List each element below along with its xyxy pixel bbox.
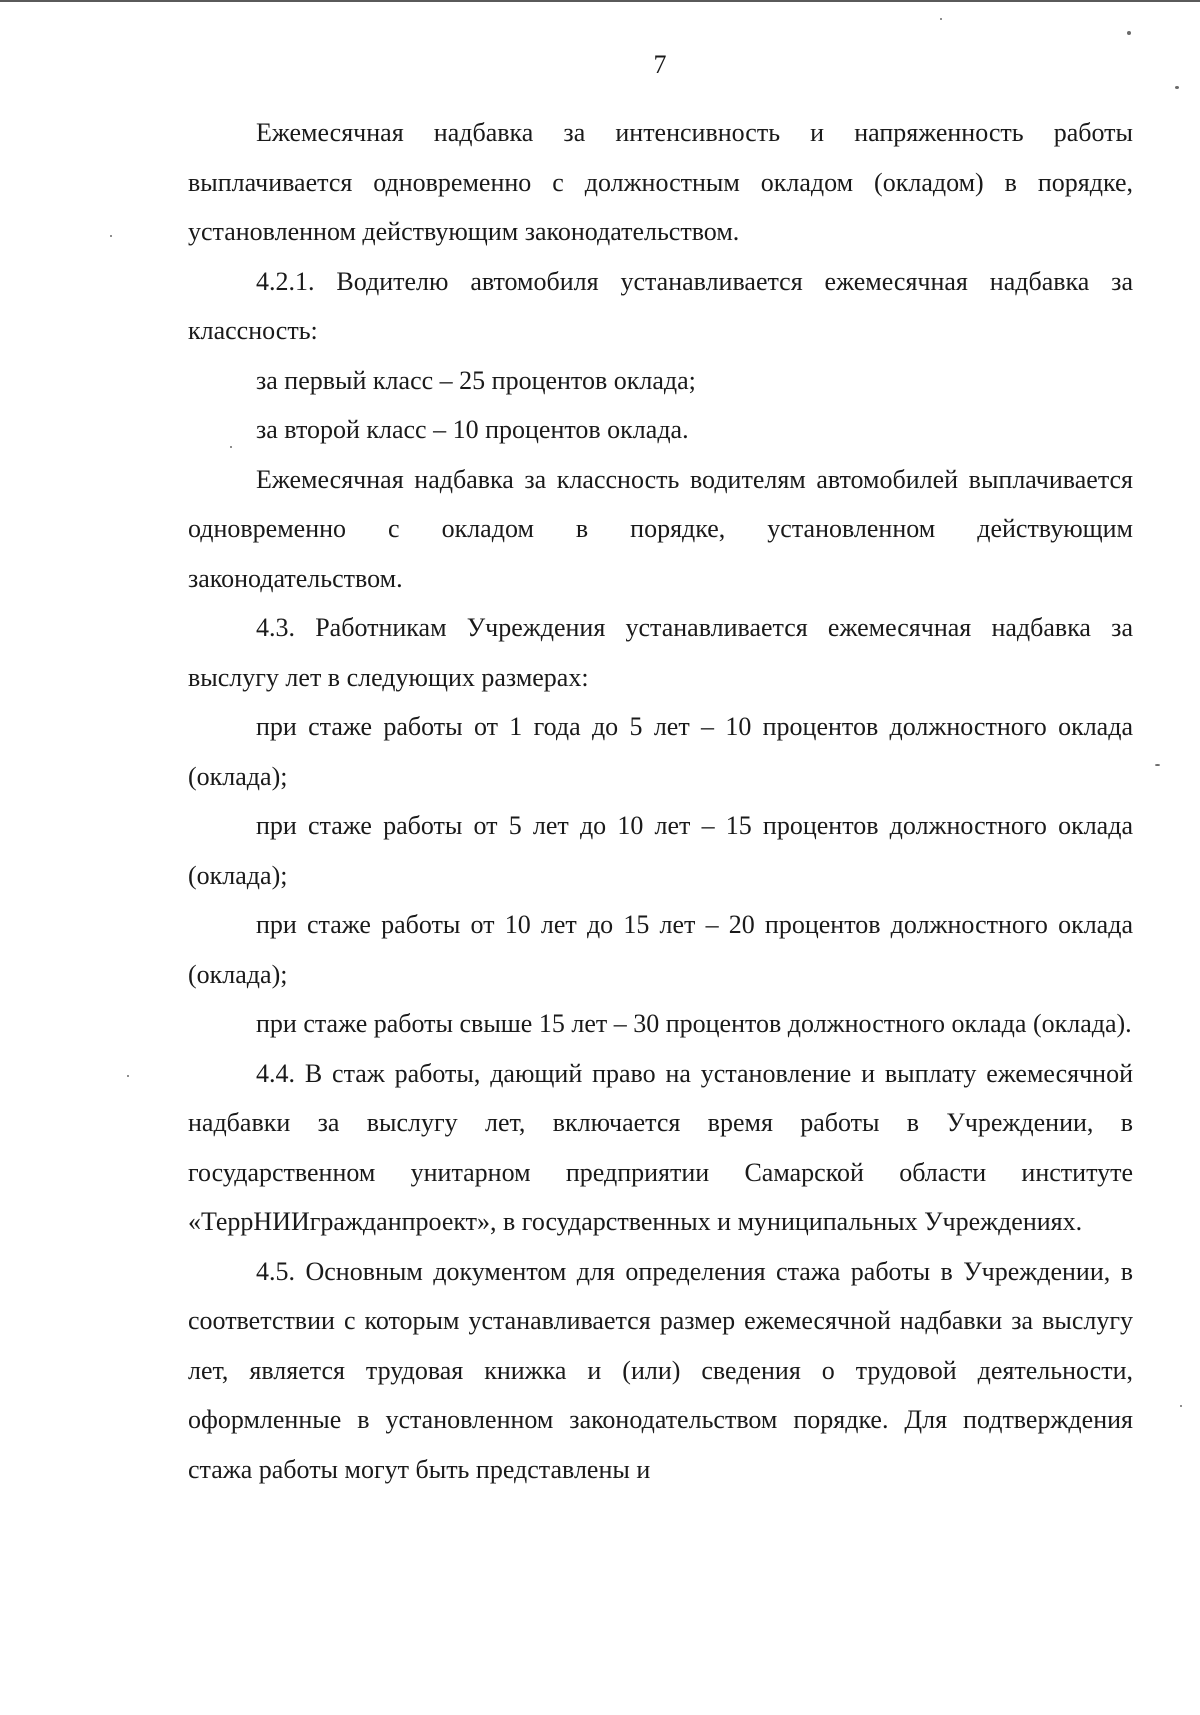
document-body [188,108,1133,1494]
paragraph-4-4: 4.4. В стаж работы, дающий право на установление и выплату ежемесячной надбавки за выслугу лет, включается время работы в Учреждении, в государственном унитарном предприятии Самарской области институте «ТеррНИИгражданпроект», в государственных и муниципальных Учреждениях. [188,1058,1133,1236]
scan-speck [1127,31,1131,35]
list-item-tenure-5-10: при стаже работы от 5 лет до 10 лет – 15 процентов должностного оклада (оклада); [188,811,1133,890]
paragraph-4-3: 4.3. Работникам Учреждения устанавливается ежемесячная надбавка за выслугу лет в следующих размерах: [188,613,1133,692]
list-item-first-class: за первый класс – 25 процентов оклада; [256,365,696,395]
paragraph-4-5: 4.5. Основным документом для определения стажа работы в Учреждении, в соответствии с которым устанавливается размер ежемесячной надбавки за выслугу лет, является трудовая книжка и (или) сведения о трудовой деятельности, оформленные в установленном законодательством порядке. Для подтверждения стажа работы могут быть представлены и [188,1256,1133,1484]
list-item-tenure-1-5: при стаже работы от 1 года до 5 лет – 10 процентов должностного оклада (оклада); [188,712,1133,791]
scan-speck [940,18,942,20]
paragraph-4-2-1: 4.2.1. Водителю автомобиля устанавливается ежемесячная надбавка за классность: [188,266,1133,345]
list-item-second-class: за второй класс – 10 процентов оклада. [256,415,689,444]
scan-speck [1155,764,1160,766]
scan-speck [1175,86,1179,89]
scan-top-edge [0,0,1200,2]
list-item-tenure-10-15: при стаже работы от 10 лет до 15 лет – 20 процентов должностного оклада (оклада); [188,910,1133,989]
scan-speck [1180,1405,1182,1407]
scan-speck [230,446,232,448]
paragraph-class-bonus-payment: Ежемесячная надбавка за классность водителям автомобилей выплачивается одновременно с окладом в порядке, установленном действующим законодательством. [188,464,1133,593]
page-number: 7 [653,50,667,79]
paragraph-intensity-bonus: Ежемесячная надбавка за интенсивность и напряженность работы выплачивается одновременно с должностным окладом (окладом) в порядке, установленном действующим законодательством. [188,118,1133,246]
scan-speck [127,1075,129,1077]
scan-speck [110,235,112,237]
list-item-tenure-over-15: при стаже работы свыше 15 лет – 30 процентов должностного оклада (оклада). [256,1009,1132,1038]
